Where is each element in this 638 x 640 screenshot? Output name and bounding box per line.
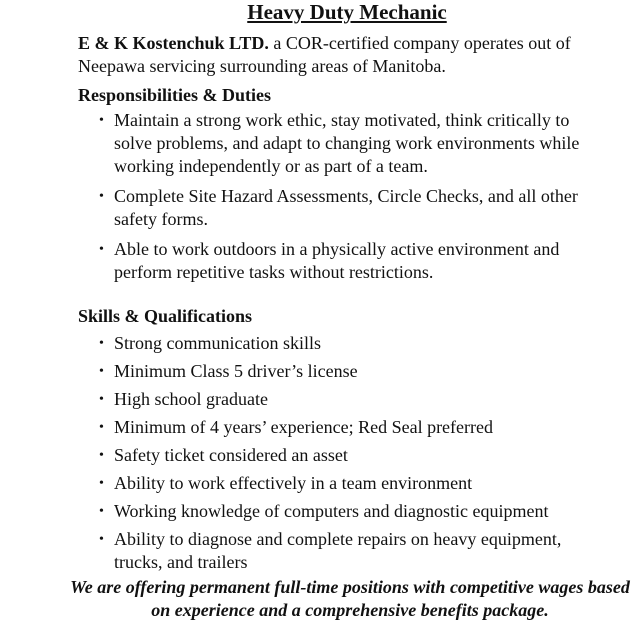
list-item	[96, 109, 596, 178]
bullet-icon: •	[99, 189, 104, 204]
list-item	[96, 185, 596, 231]
bullet-icon: •	[99, 364, 104, 379]
bullet-icon: •	[99, 476, 104, 491]
skill-text: Safety ticket considered an asset	[114, 445, 348, 465]
bullet-icon: •	[99, 504, 104, 519]
list-item	[96, 332, 596, 355]
bullet-icon: •	[99, 448, 104, 463]
skill-text: Ability to diagnose and complete repairs on heavy equipment, trucks, and trailers	[114, 529, 562, 572]
bullet-icon: •	[99, 242, 104, 257]
company-description: a COR-certified company operates out of Neepawa servicing surrounding areas of Manitoba.	[78, 33, 571, 76]
bullet-icon: •	[99, 532, 104, 547]
bullet-icon: •	[99, 336, 104, 351]
skills-heading: Skills & Qualifications	[78, 306, 253, 326]
responsibility-text: Able to work outdoors in a physically active environment and perform repetitive tasks without restrictions.	[114, 239, 560, 282]
responsibilities-list	[96, 109, 596, 291]
responsibility-text: Maintain a strong work ethic, stay motivated, think critically to solve problems, and adapt to changing work environments while working independently or as part of a team.	[114, 110, 580, 176]
bullet-icon: •	[99, 420, 104, 435]
responsibility-text: Complete Site Hazard Assessments, Circle Checks, and all other safety forms.	[114, 186, 578, 229]
skill-text: Minimum of 4 years’ experience; Red Seal preferred	[114, 417, 494, 437]
skill-text: Ability to work effectively in a team environment	[114, 473, 473, 493]
list-item	[96, 472, 596, 495]
skills-list	[96, 332, 596, 579]
responsibilities-heading: Responsibilities & Duties	[78, 85, 272, 105]
list-item	[96, 388, 596, 411]
list-item	[96, 500, 596, 523]
company-intro	[78, 32, 598, 78]
bullet-icon: •	[99, 392, 104, 407]
bullet-icon: •	[99, 113, 104, 128]
company-name: E & K Kostenchuk LTD.	[78, 33, 269, 53]
skill-text: High school graduate	[114, 389, 268, 409]
closing-statement: We are offering permanent full-time positions with competitive wages based on experience and a comprehensive benefits package.	[70, 577, 630, 620]
list-item	[96, 528, 596, 574]
list-item	[96, 238, 596, 284]
skill-text: Working knowledge of computers and diagnostic equipment	[114, 501, 549, 521]
skill-text: Minimum Class 5 driver’s license	[114, 361, 358, 381]
list-item	[96, 416, 596, 439]
skill-text: Strong communication skills	[114, 333, 321, 353]
page-title: Heavy Duty Mechanic	[247, 0, 447, 24]
list-item	[96, 360, 596, 383]
list-item	[96, 444, 596, 467]
